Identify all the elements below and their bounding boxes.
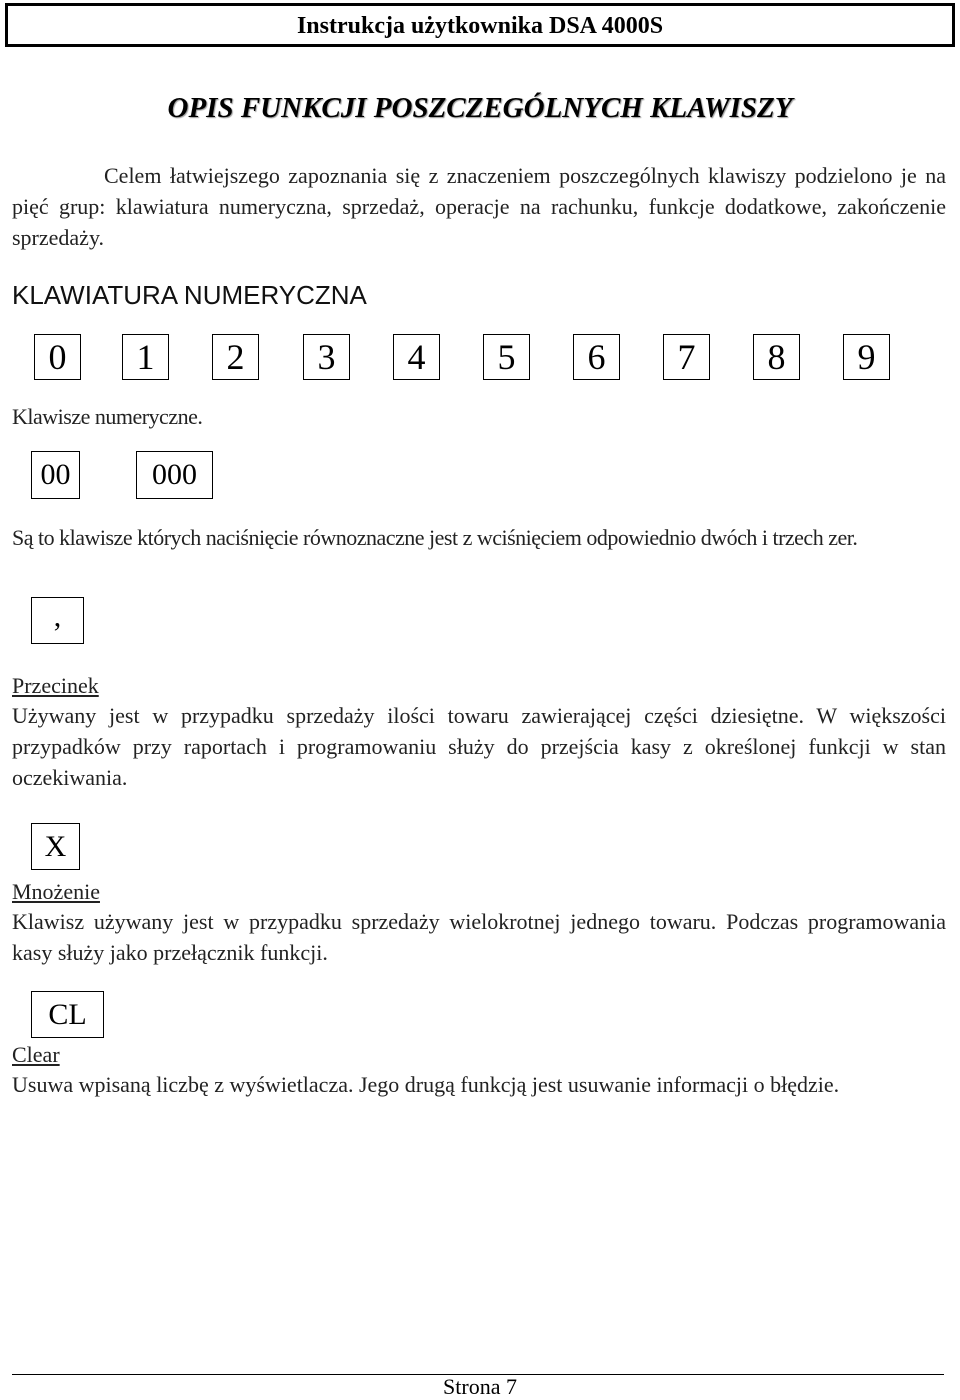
key-3: 3 (303, 334, 350, 380)
intro-paragraph: Celem łatwiejszego zapoznania się z znaczeniem poszczególnych klawiszy podzielono je na pięć grup: klawiatura numeryczna, sprzedaż, operacje na rachunku, funkcje dodatkowe, zakończenie sprzedaży. (12, 163, 946, 250)
clear-description: Usuwa wpisaną liczbę z wyświetlacza. Jego drugą funkcją jest usuwanie informacji o błędzie. (12, 1072, 840, 1097)
page-title: OPIS FUNKCJI POSZCZEGÓLNYCH KLAWISZY (167, 92, 793, 124)
zero-keys-description: Są to klawisze których naciśnięcie równoznaczne jest z wciśnięciem odpowiednio dwóch i trzech zer. (12, 525, 858, 550)
key-6: 6 (573, 334, 620, 380)
digit-keys-caption: Klawisze numeryczne. (12, 404, 203, 429)
comma-description: Używany jest w przypadku sprzedaży ilości towaru zawierającej części dziesiętne. W większości przypadków przy raportach i programowaniu służy do przejścia kasy z określonej funkcji w stan oczekiwania. (12, 703, 946, 790)
multiply-name: Mnożenie (12, 879, 100, 904)
key-000: 000 (136, 451, 213, 499)
key-clear: CL (31, 991, 104, 1038)
section-title-numeric-keyboard: KLAWIATURA NUMERYCZNA (12, 280, 367, 310)
key-comma: , (31, 597, 84, 644)
key-7: 7 (663, 334, 710, 380)
key-2: 2 (212, 334, 259, 380)
key-9: 9 (843, 334, 890, 380)
key-4: 4 (393, 334, 440, 380)
multiply-description: Klawisz używany jest w przypadku sprzedaży wielokrotnej jednego towaru. Podczas programowania kasy służy jako przełącznik funkcji. (12, 909, 946, 965)
key-1: 1 (122, 334, 169, 380)
key-multiply: X (31, 823, 80, 870)
key-0: 0 (34, 334, 81, 380)
clear-name: Clear (12, 1042, 60, 1067)
page-header (5, 3, 955, 47)
header-title: Instrukcja użytkownika DSA 4000S (296, 12, 664, 39)
key-8: 8 (753, 334, 800, 380)
comma-name: Przecinek (12, 673, 99, 698)
page-number: Strona 7 (443, 1374, 517, 1399)
key-00: 00 (31, 451, 80, 499)
key-5: 5 (483, 334, 530, 380)
